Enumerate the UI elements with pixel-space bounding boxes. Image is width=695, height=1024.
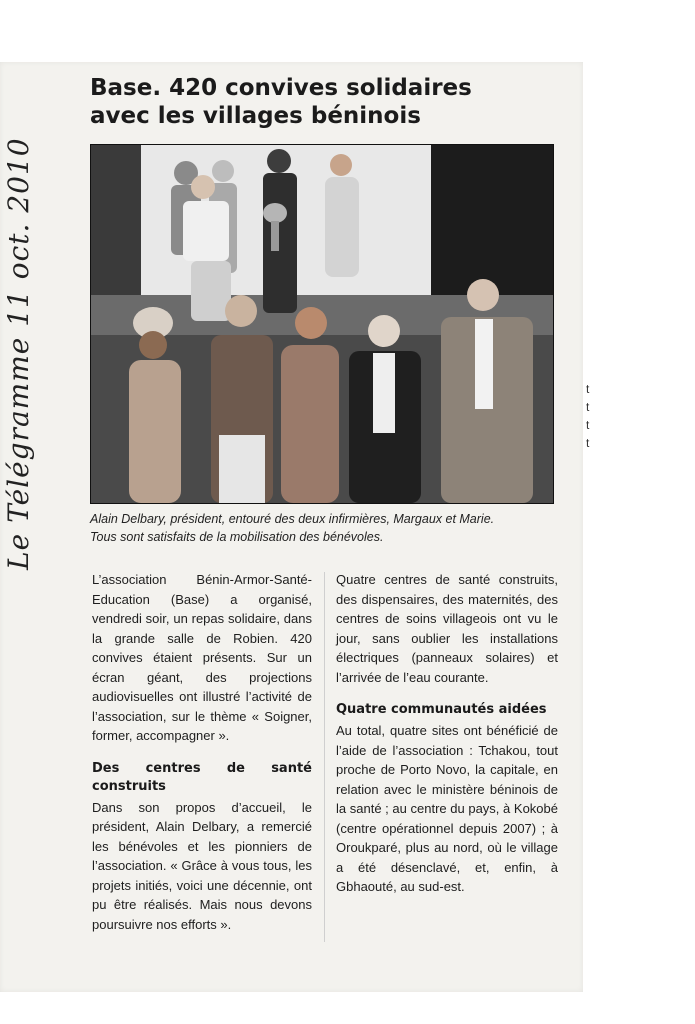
left-intro-paragraph: L’association Bénin-Armor-Santé-Education (Base) a organisé, vendredi soir, un repas solidaire, dans la grande salle de Robien. 420 convives étaient présents. Sur un écran géant, des projections audiovisuelles ont illustré l’activité de l’association, sur le thème « Soigner, former, accompagner ». [92, 572, 312, 743]
subhead-communautes-aidees: Quatre communautés aidées [336, 702, 547, 717]
right-body-paragraph: Au total, quatre sites ont bénéficié de l’aide de l’association : Tchakou, tout proche de Porto Novo, la capitale, en relation avec le ministère béninois de la santé ; au centre du pays, à Kokobé (centre opérationnel depuis 2007) ; à Oroukparé, plus au nord, où le village a été désenclavé, et, enfin, à Gbhaouté, au sud-est. [336, 723, 558, 894]
article-column-left [92, 570, 312, 948]
caption-line-1: Alain Delbary, président, entouré des deux infirmières, Margaux et Marie. [90, 512, 495, 526]
handwritten-note: Le Télégramme 11 oct. 2010 [2, 137, 35, 570]
left-body-paragraph: Dans son propos d’accueil, le président, Alain Delbary, a remercié les bénévoles et les pionniers de l’association. « Grâce à vous tous, les projets initiés, voici une décennie, ont pu être réalisés. Mais nous devons poursuivre nos efforts ». [92, 799, 312, 932]
subhead-centres-sante: Des centres de santé construits [92, 760, 312, 794]
right-intro-paragraph: Quatre centres de santé construits, des dispensaires, des maternités, des centres de soins villageois ont vu le jour, sans oublier les installations électriques (panneaux solaires) et l’arrivée de l’eau courante. [336, 572, 558, 685]
column-divider [324, 572, 325, 942]
article-column-right [336, 570, 558, 911]
headline-line-1: Base. 420 convives solidaires [90, 75, 472, 101]
headline-line-2: avec les villages béninois [90, 103, 421, 129]
adjacent-article-fragment: t t t t [586, 382, 590, 450]
article-headline [90, 74, 560, 130]
photo-illustration [91, 145, 553, 503]
caption-line-2: Tous sont satisfaits de la mobilisation des bénévoles. [90, 530, 384, 544]
photo-caption [90, 510, 560, 546]
article-photo [90, 144, 554, 504]
